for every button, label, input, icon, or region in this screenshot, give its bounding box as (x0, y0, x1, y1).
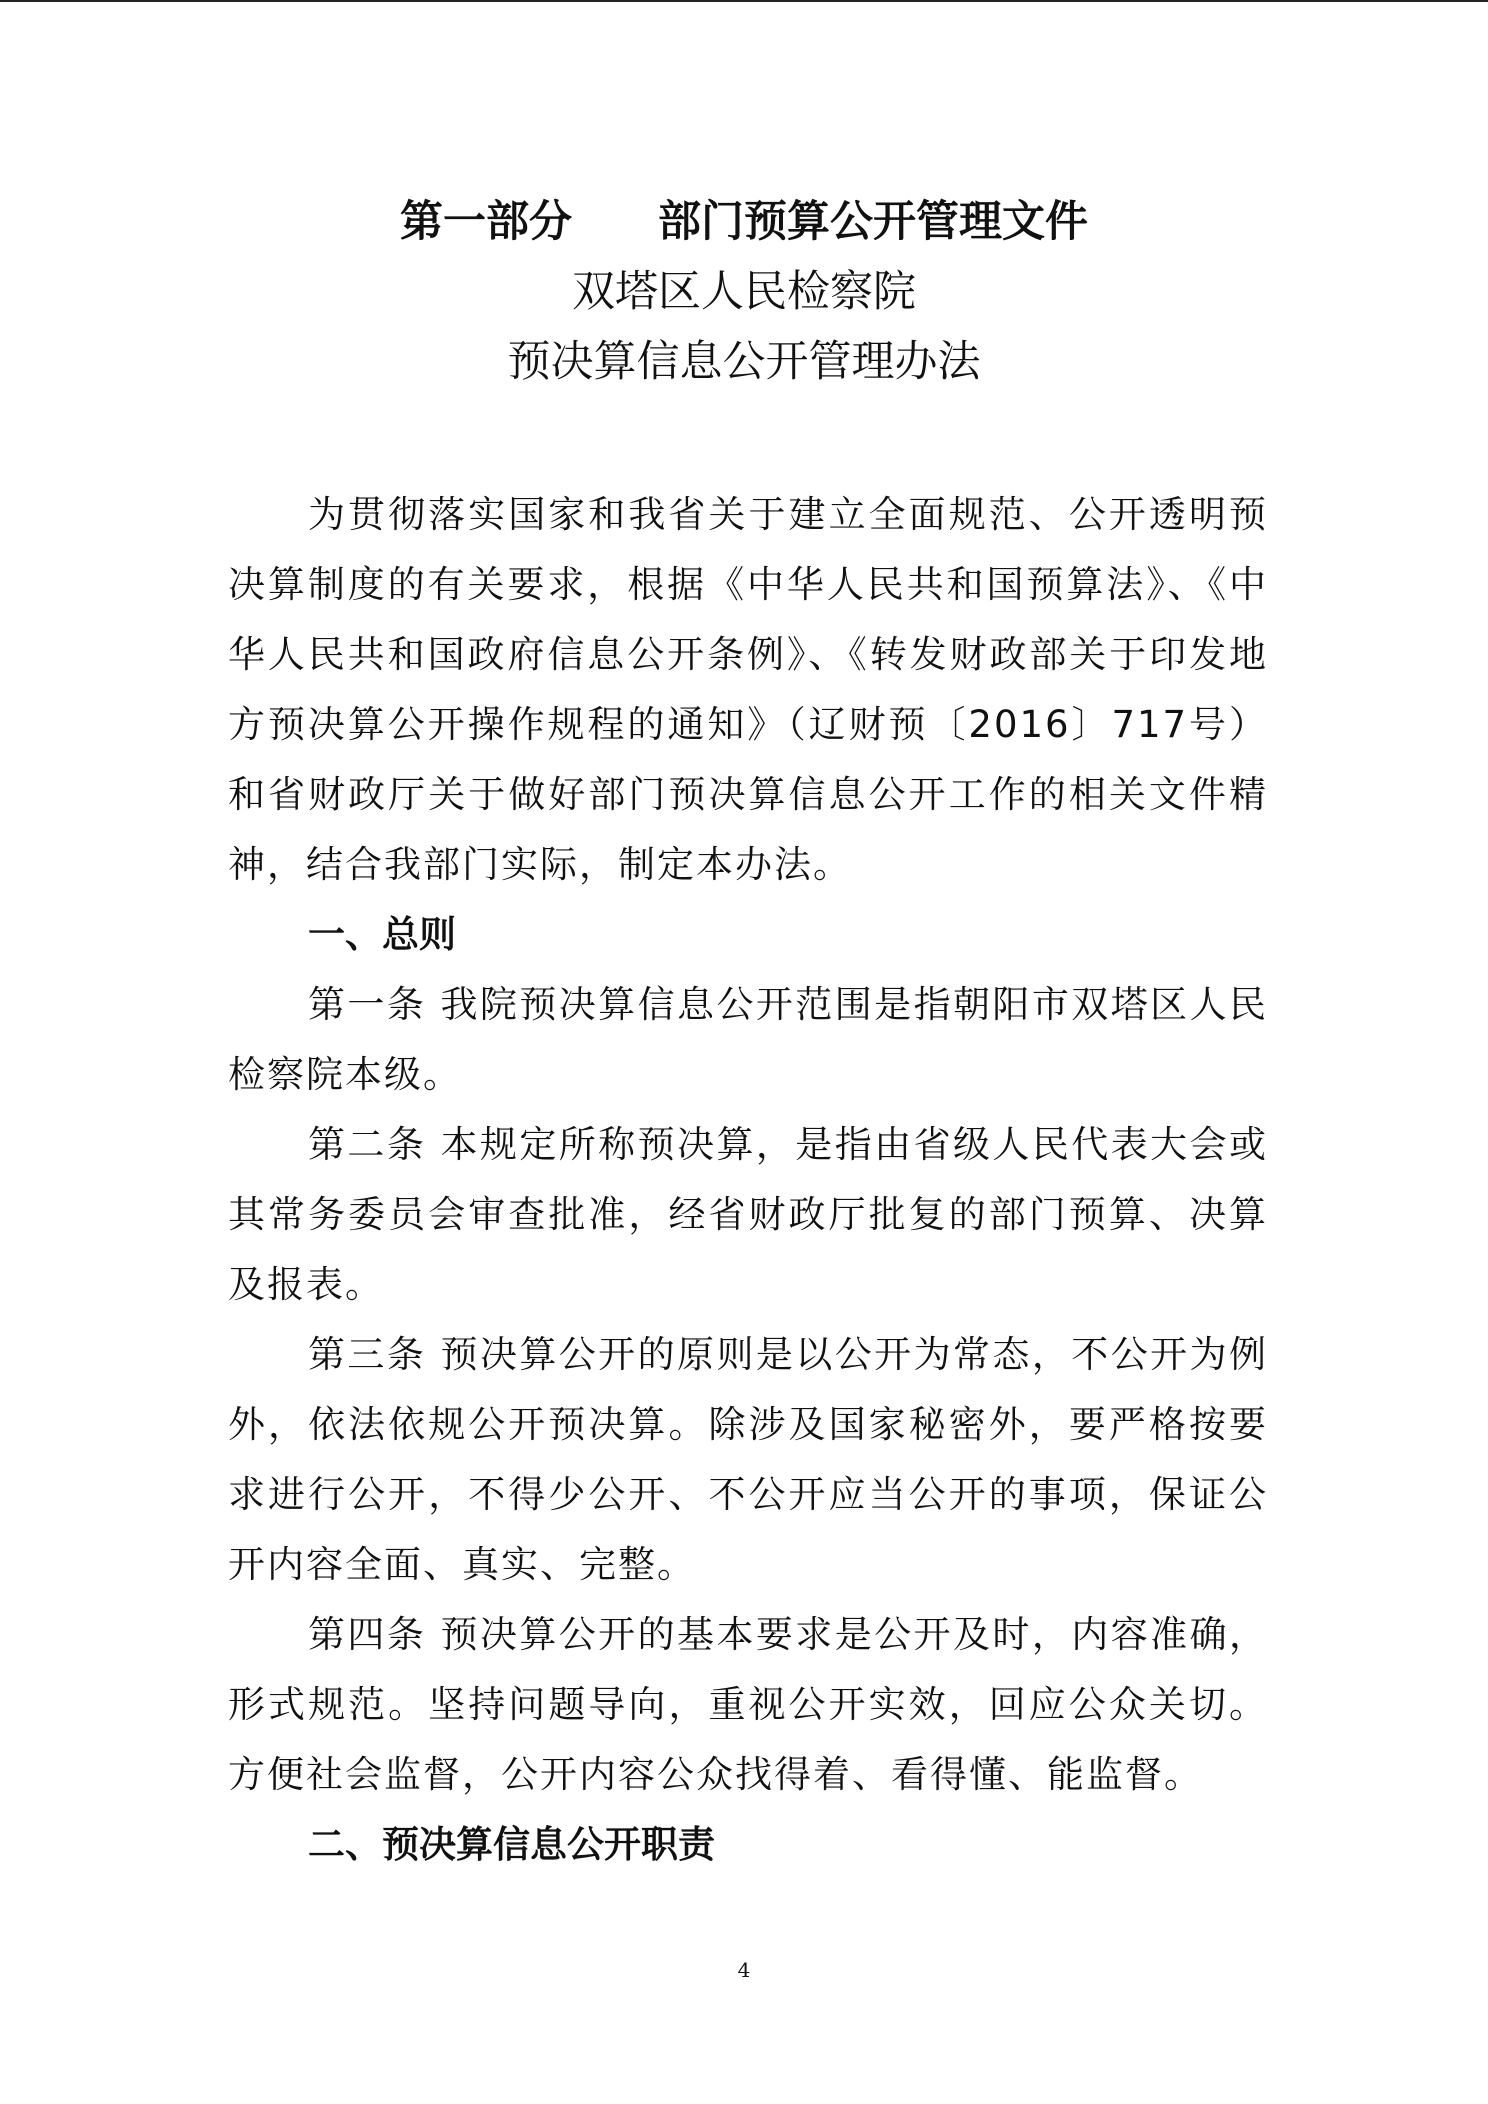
article-4: 第四条 预决算公开的基本要求是公开及时，内容准确，形式规范。坚持问题导向，重视公开实效，回应公众关切。方便社会监督，公开内容公众找得着、看得懂、能监督。 (228, 1613, 1268, 1796)
article-3: 第三条 预决算公开的原则是以公开为常态，不公开为例外，依法依规公开预决算。除涉及国家秘密外，要严格按要求进行公开，不得少公开、不公开应当公开的事项，保证公开内容全面、真实、完整。 (228, 1333, 1268, 1586)
article-2: 第二条 本规定所称预决算，是指由省级人民代表大会或其常务委员会审查批准，经省财政厅批复的部门预算、决算及报表。 (228, 1123, 1268, 1306)
section-title: 第一部分 部门预算公开管理文件 (400, 197, 1088, 247)
article-1: 第一条 我院预决算信息公开范围是指朝阳市双塔区人民检察院本级。 (228, 983, 1268, 1096)
intro-paragraph: 为贯彻落实国家和我省关于建立全面规范、公开透明预决算制度的有关要求，根据《中华人民共和国预算法》、《中华人民共和国政府信息公开条例》、《转发财政部关于印发地方预决算公开操作规程的通知》（辽财预〔2016〕717号）和省财政厅关于做好部门预决算信息公开工作的相关文件精神，结合我部门实际，制定本办法。 (228, 493, 1268, 886)
heading-responsibilities: 二、预决算信息公开职责 (308, 1823, 715, 1866)
organization-title: 双塔区人民检察院 (572, 267, 916, 317)
heading-general-provisions: 一、总则 (308, 913, 456, 956)
document-title: 预决算信息公开管理办法 (507, 337, 981, 387)
page-number: 4 (737, 1958, 751, 1982)
document-body (228, 480, 1268, 1880)
